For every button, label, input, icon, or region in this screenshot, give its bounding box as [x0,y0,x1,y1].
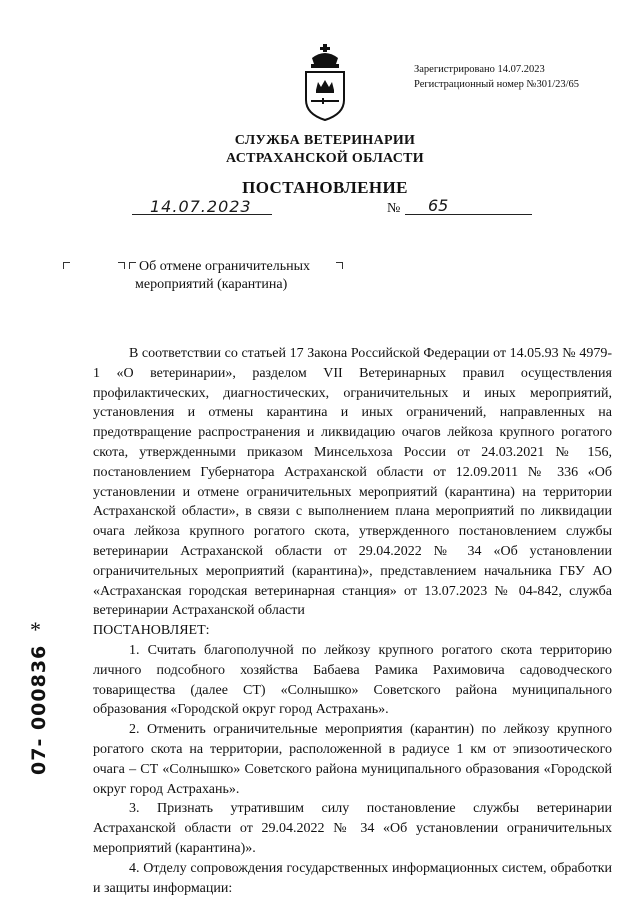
subject-line1: Об отмене ограничительных [139,259,311,274]
margin-asterisk: * [30,617,41,642]
item-2-paragraph: 2. Отменить ограничительные мероприятия (карантин) по лейкозу крупного рогатого скота на территории, расположенной в радиусе 1 км от эпизоотического очага – СТ «Солнышко» Советского района муниципального образования «Городской округ город Астрахань». [93,722,612,797]
item-1-paragraph: 1. Считать благополучной по лейкозу крупного рогатого скота территорию личного подсобного хозяйства Бабаева Рамика Рахимовича садоводческого товарищества (далее СТ) «Солнышко» Советского района муниципального образования «Городской округ город Астрахань». [93,642,612,718]
preamble-paragraph: В соответствии со статьей 17 Закона Российской Федерации от 14.05.93 № 4979-1 «О ветеринарии», разделом VII Ветеринарных правил осуществления профилактических, диагностических, ограничительных и иных мероприятий, установления и отмены карантина и иных ограничений, направленных на предотвращение распространения и ликвидацию очагов лейкоза крупного рогатого скота, утвержденными приказом Минсельхоза России от 24.03.2021 № 156, постановлением Губернатора Астраханской области от 12.09.2011 № 336 «Об установлении и отмене ограничительных мероприятий (карантина) на территории Астраханской области», в связи с выполнением плана мероприятий по ликвидации очага лейкоза крупного рогатого скота, утвержденного постановлением службы ветеринарии Астраханской области от 29.04.2022 № 34 «Об установлении ограничительных мероприятий (карантина)», представлением начальника ГБУ АО «Астраханская городская ветеринарная станция» от 13.07.2023 № 04-842, служба ветеринарии Астраханской области [93,346,612,619]
organization-name-line2: АСТРАХАНСКОЙ ОБЛАСТИ [225,151,424,166]
document-number-handwritten: 65 [428,196,449,215]
item-4-paragraph: 4. Отделу сопровождения государственных информационных систем, обработки и защиты информации: [93,860,612,896]
subject-corner-mark [118,262,125,269]
document-type-title: ПОСТАНОВЛЕНИЕ [242,178,408,197]
subject-corner-mark [129,262,136,269]
subject-line2: мероприятий (карантина) [135,277,288,292]
item-3-paragraph: 3. Признать утратившим силу постановление службы ветеринарии Астраханской области от 29.04.2022 № 34 «Об установлении ограничительных мероприятий (карантина)». [93,801,612,856]
registration-number: Регистрационный номер №301/23/65 [414,79,580,90]
organization-name-line1: СЛУЖБА ВЕТЕРИНАРИИ [234,133,416,148]
document-body [93,344,612,898]
margin-registration-code: 07- 000836 [28,644,50,775]
subject-corner-mark [63,262,70,269]
registration-date: Зарегистрировано 14.07.2023 [414,64,545,75]
number-underline [405,214,532,215]
number-sign: № [387,201,401,216]
date-underline [132,214,272,215]
decree-word: ПОСТАНОВЛЯЕТ: [93,623,210,639]
subject-corner-mark [336,262,343,269]
document-date-handwritten: 14.07.2023 [150,197,252,216]
coat-of-arms-icon [302,44,348,122]
